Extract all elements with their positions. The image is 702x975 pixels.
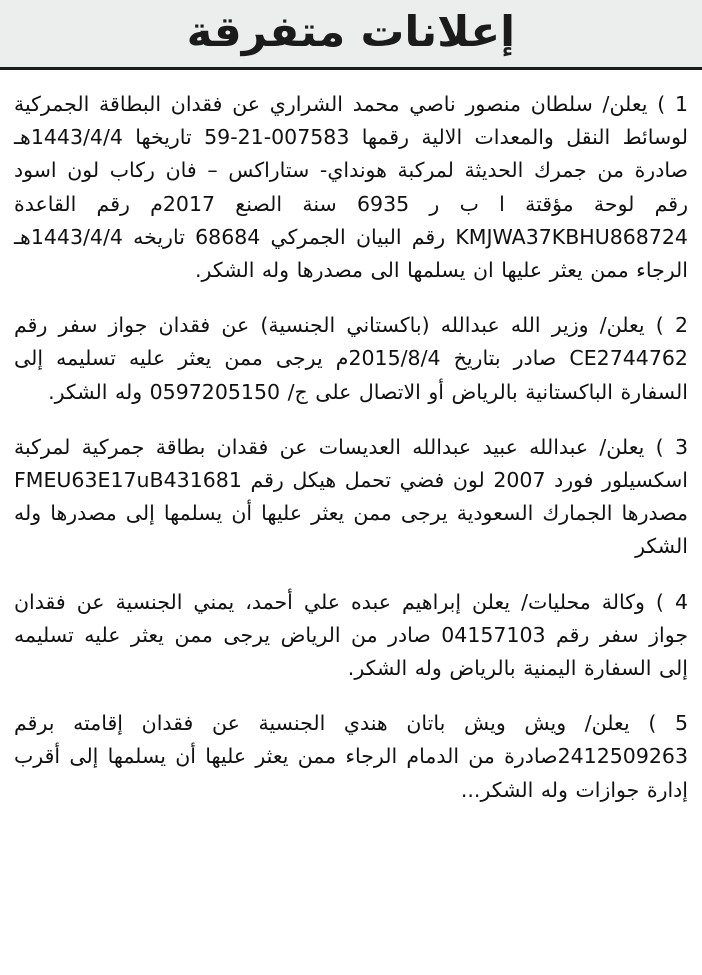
- section-header-banner: [0, 0, 702, 70]
- notice-marker: 2 ): [655, 313, 688, 338]
- notice-text: يعلن/ عبدالله عبيد عبدالله العديسات عن فقدان بطاقة جمركية لمركبة اسكسيلور فورد 2007 لون فضي تحمل هيكل رقم FMEU63E17uB431681 مصدرها الجمارك السعودية يرجى ممن يعثر عليها أن يسلمها إلى مصدرها وله الشكر: [14, 434, 688, 559]
- notice-item: [14, 707, 688, 807]
- notice-item: [14, 431, 688, 564]
- notice-marker: 5 ): [648, 711, 689, 736]
- notice-text: يعلن/ ويش ويش باتان هندي الجنسية عن فقدان إقامته برقم 2412509263صادرة من الدمام الرجاء ممن يعثر عليها أن يسلمها إلى أقرب إدارة جوازات وله الشكر...: [14, 711, 688, 802]
- notice-item: [14, 88, 688, 287]
- notice-marker: 1 ): [657, 92, 689, 116]
- notice-text: وكالة محليات/ يعلن إبراهيم عبده علي أحمد، يمني الجنسية عن فقدان جواز سفر رقم 04157103 صادر من الرياض يرجى ممن يعثر عليه تسليمه إلى السفارة اليمنية بالرياض وله الشكر.: [14, 589, 689, 681]
- notice-marker: 4 ): [655, 589, 688, 614]
- notices-list: [0, 70, 702, 827]
- notice-marker: 3 ): [655, 434, 688, 459]
- notice-text: يعلن/ سلطان منصور ناصي محمد الشراري عن فقدان البطاقة الجمركية لوسائط النقل والمعدات الالية رقمها 007583-21-59 تاريخها 1443/4/4هـ صادرة من جمرك الحديثة لمركبة هونداي- ستاراكس – فان ركاب لون اسود رقم لوحة مؤقتة ا ب ر 6935 سنة الصنع 2017م رقم القاعدة KMJWA37KBHU868724 رقم البيان الجمركي 68684 تاريخه 1443/4/4هـ الرجاء ممن يعثر عليها ان يسلمها الى مصدرها وله الشكر.: [14, 92, 689, 283]
- notice-item: [14, 586, 688, 686]
- section-title: إعلانات متفرقة: [186, 6, 516, 56]
- notice-text: يعلن/ وزير الله عبدالله (باكستاني الجنسية) عن فقدان جواز سفر رقم CE2744762 صادر بتاريخ 2015/8/4م يرجى ممن يعثر عليه تسليمه إلى السفارة الباكستانية بالرياض أو الاتصال على ج/ 0597205150 وله الشكر.: [14, 313, 688, 404]
- notice-item: [14, 309, 688, 409]
